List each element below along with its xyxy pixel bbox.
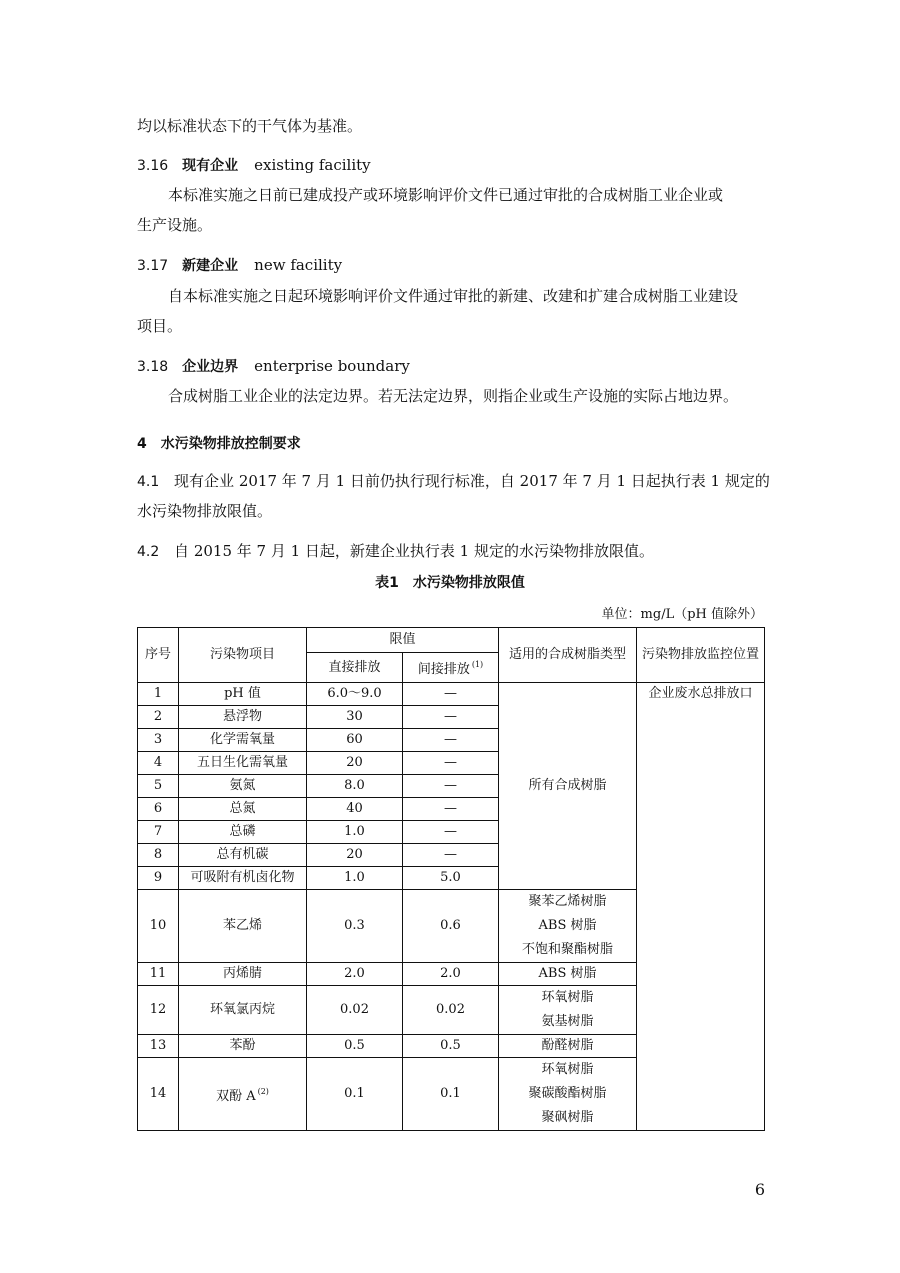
cell-direct: 40 bbox=[307, 798, 403, 821]
section-heading-3-16 bbox=[137, 155, 371, 176]
paragraph-line: 合成树脂工业企业的法定边界。若无法定边界，则指企业或生产设施的实际占地边界。 bbox=[168, 387, 739, 405]
cell-item: pH 值 bbox=[179, 683, 307, 706]
section-number: 3.18 bbox=[137, 359, 169, 375]
cell-direct: 30 bbox=[307, 706, 403, 729]
table-row bbox=[138, 683, 765, 706]
emission-limits-table bbox=[137, 627, 765, 1131]
header-limit: 限值 bbox=[307, 628, 499, 653]
header-seq: 序号 bbox=[138, 628, 179, 683]
table-header-row bbox=[138, 628, 765, 653]
cell-indirect: — bbox=[403, 821, 499, 844]
cell-resin-all: 所有合成树脂 bbox=[499, 683, 637, 890]
cell-resin-11: ABS 树脂 bbox=[499, 963, 637, 986]
chapter-title: 水污染物排放控制要求 bbox=[160, 436, 301, 452]
cell-indirect: — bbox=[403, 706, 499, 729]
footnote-marker: (1) bbox=[471, 660, 484, 669]
cell-item bbox=[179, 1058, 307, 1131]
section-number: 3.16 bbox=[137, 158, 169, 174]
cell-indirect: 0.6 bbox=[403, 890, 499, 963]
cell-seq: 3 bbox=[138, 729, 179, 752]
cell-resin-12 bbox=[499, 986, 637, 1035]
cell-resin-14 bbox=[499, 1058, 637, 1131]
cell-seq: 13 bbox=[138, 1035, 179, 1058]
header-indirect bbox=[403, 653, 499, 683]
cell-indirect: — bbox=[403, 683, 499, 706]
section-english-title: new facility bbox=[254, 256, 343, 274]
cell-indirect: — bbox=[403, 775, 499, 798]
cell-indirect: 2.0 bbox=[403, 963, 499, 986]
page-number: 6 bbox=[754, 1180, 765, 1199]
table-caption: 表1 水污染物排放限值 bbox=[375, 575, 525, 591]
cell-direct: 1.0 bbox=[307, 867, 403, 890]
cell-direct: 0.02 bbox=[307, 986, 403, 1035]
cell-resin-13: 酚醛树脂 bbox=[499, 1035, 637, 1058]
cell-indirect: 0.02 bbox=[403, 986, 499, 1035]
resin-line: ABS 树脂 bbox=[538, 918, 597, 933]
cell-seq: 7 bbox=[138, 821, 179, 844]
cell-direct: 6.0～9.0 bbox=[307, 683, 403, 706]
clause-4-1-line bbox=[137, 471, 770, 492]
clause-number: 4.1 bbox=[137, 474, 160, 490]
cell-indirect: 0.1 bbox=[403, 1058, 499, 1131]
cell-seq: 11 bbox=[138, 963, 179, 986]
cell-direct: 20 bbox=[307, 752, 403, 775]
resin-line: 氨基树脂 bbox=[541, 1014, 594, 1029]
cell-resin-10 bbox=[499, 890, 637, 963]
cell-item: 总氮 bbox=[179, 798, 307, 821]
cell-indirect: — bbox=[403, 798, 499, 821]
section-heading-3-18 bbox=[137, 356, 410, 377]
header-item: 污染物项目 bbox=[179, 628, 307, 683]
section-title: 现有企业 bbox=[182, 158, 239, 174]
header-monitoring-location: 污染物排放监控位置 bbox=[637, 628, 765, 683]
cell-seq: 14 bbox=[138, 1058, 179, 1131]
cell-item: 总有机碳 bbox=[179, 844, 307, 867]
paragraph-line: 自本标准实施之日起环境影响评价文件通过审批的新建、改建和扩建合成树脂工业建设 bbox=[168, 287, 739, 305]
cell-direct: 2.0 bbox=[307, 963, 403, 986]
resin-line: 环氧树脂 bbox=[541, 990, 594, 1005]
cell-item: 总磷 bbox=[179, 821, 307, 844]
clause-text: 自 2015 年 7 月 1 日起，新建企业执行表 1 规定的水污染物排放限值。 bbox=[174, 542, 654, 560]
chapter-number: 4 bbox=[137, 436, 147, 452]
cell-seq: 8 bbox=[138, 844, 179, 867]
section-title: 新建企业 bbox=[182, 258, 239, 274]
paragraph-line: 生产设施。 bbox=[137, 216, 213, 234]
cell-seq: 10 bbox=[138, 890, 179, 963]
cell-indirect: — bbox=[403, 844, 499, 867]
cell-seq: 5 bbox=[138, 775, 179, 798]
header-resin-type: 适用的合成树脂类型 bbox=[499, 628, 637, 683]
cell-seq: 6 bbox=[138, 798, 179, 821]
section-english-title: existing facility bbox=[254, 156, 371, 174]
cell-item: 化学需氧量 bbox=[179, 729, 307, 752]
header-indirect-label: 间接排放 bbox=[417, 662, 470, 677]
cell-indirect: — bbox=[403, 752, 499, 775]
cell-seq: 2 bbox=[138, 706, 179, 729]
cell-seq: 9 bbox=[138, 867, 179, 890]
cell-direct: 0.1 bbox=[307, 1058, 403, 1131]
cell-item: 五日生化需氧量 bbox=[179, 752, 307, 775]
cell-direct: 60 bbox=[307, 729, 403, 752]
table-unit-note: 单位：mg/L（pH 值除外） bbox=[601, 607, 763, 622]
resin-line: 聚碳酸酯树脂 bbox=[528, 1086, 607, 1101]
chapter-heading-4 bbox=[137, 433, 301, 454]
cell-direct: 0.5 bbox=[307, 1035, 403, 1058]
cell-seq: 12 bbox=[138, 986, 179, 1035]
cell-item: 环氧氯丙烷 bbox=[179, 986, 307, 1035]
paragraph-line: 本标准实施之日前已建成投产或环境影响评价文件已通过审批的合成树脂工业企业或 bbox=[168, 186, 724, 204]
cell-indirect: 0.5 bbox=[403, 1035, 499, 1058]
section-english-title: enterprise boundary bbox=[254, 357, 410, 375]
cell-item: 丙烯腈 bbox=[179, 963, 307, 986]
paragraph-line: 项目。 bbox=[137, 317, 183, 335]
cell-item: 苯乙烯 bbox=[179, 890, 307, 963]
clause-number: 4.2 bbox=[137, 544, 160, 560]
resin-line: 环氧树脂 bbox=[541, 1062, 594, 1077]
cell-seq: 4 bbox=[138, 752, 179, 775]
cell-item-label: 双酚 A bbox=[216, 1088, 256, 1104]
cell-indirect: 5.0 bbox=[403, 867, 499, 890]
cell-item: 苯酚 bbox=[179, 1035, 307, 1058]
cell-direct: 0.3 bbox=[307, 890, 403, 963]
cell-item: 可吸附有机卤化物 bbox=[179, 867, 307, 890]
cell-seq: 1 bbox=[138, 683, 179, 706]
cell-item: 氨氮 bbox=[179, 775, 307, 798]
cell-indirect: — bbox=[403, 729, 499, 752]
paragraph-line: 均以标准状态下的干气体为基准。 bbox=[137, 117, 363, 135]
resin-line: 聚砜树脂 bbox=[541, 1110, 594, 1125]
section-heading-3-17 bbox=[137, 255, 342, 276]
resin-line: 聚苯乙烯树脂 bbox=[528, 894, 607, 909]
footnote-marker: (2) bbox=[257, 1086, 269, 1096]
cell-direct: 1.0 bbox=[307, 821, 403, 844]
header-direct: 直接排放 bbox=[307, 653, 403, 683]
cell-direct: 8.0 bbox=[307, 775, 403, 798]
clause-text: 现有企业 2017 年 7 月 1 日前仍执行现行标准，自 2017 年 7 月 1 日起执行表 1 规定的 bbox=[174, 472, 770, 490]
section-number: 3.17 bbox=[137, 258, 169, 274]
cell-location: 企业废水总排放口 bbox=[637, 683, 765, 1131]
paragraph-line: 水污染物排放限值。 bbox=[137, 502, 273, 520]
resin-line: 不饱和聚酯树脂 bbox=[522, 942, 614, 957]
section-title: 企业边界 bbox=[182, 359, 239, 375]
clause-4-2-line bbox=[137, 541, 654, 562]
cell-item: 悬浮物 bbox=[179, 706, 307, 729]
cell-direct: 20 bbox=[307, 844, 403, 867]
